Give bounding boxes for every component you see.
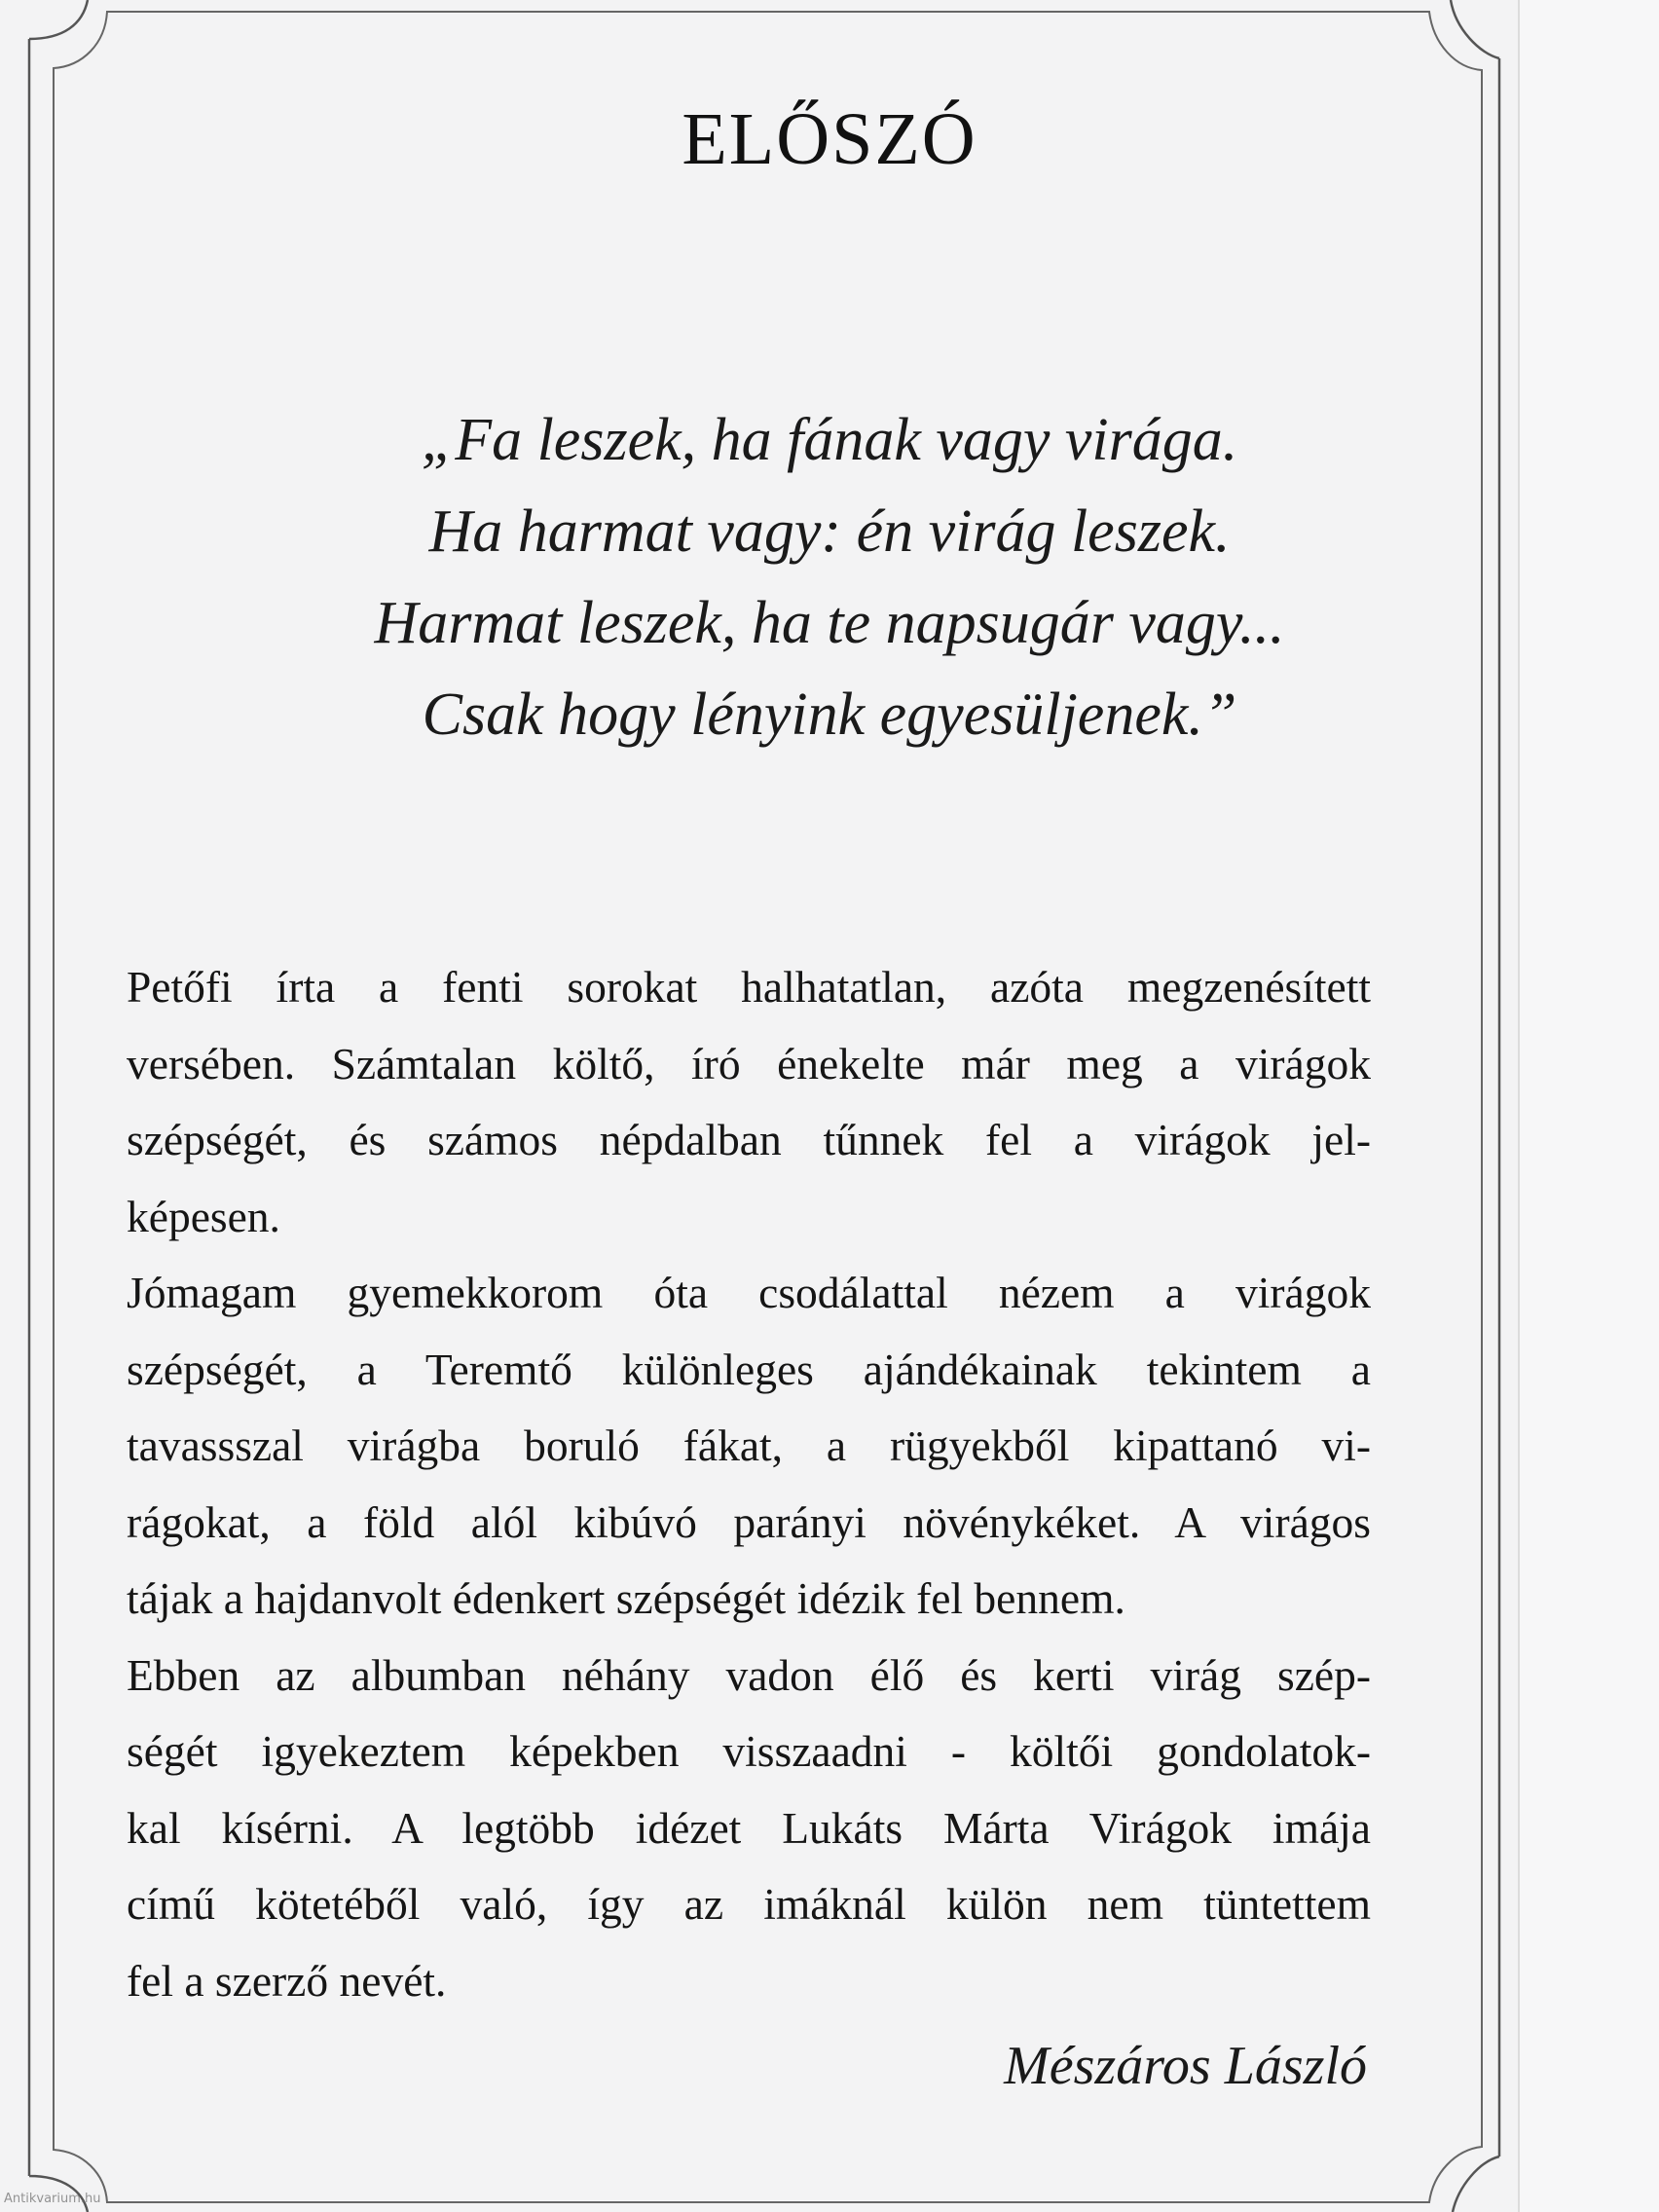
page-edge-shadow: [1519, 0, 1659, 2212]
text-line: Ebben az albumban néhány vadon élő és kerti virág szép-: [127, 1649, 1371, 1700]
quote-line: Ha harmat vagy: én virág leszek.: [428, 498, 1231, 565]
text-line: Petőfi írta a fenti sorokat halhatatlan, azóta megzenésített: [127, 962, 1371, 1012]
text-line: tavassszal virágba boruló fákat, a rügyekből kipattanó vi-: [127, 1420, 1371, 1470]
paragraph: [127, 949, 1371, 1255]
quote-line: Harmat leszek, ha te napsugár vagy...: [374, 590, 1285, 656]
text-line: Jómagam gyemekkorom óta csodálattal nézem a virágok: [127, 1268, 1371, 1317]
paragraph: [127, 1638, 1371, 2020]
text-line: szépségét, és számos népdalban tűnnek fel a virágok jel-: [127, 1115, 1371, 1164]
text-line: című kötetéből való, így az imáknál külön nem tüntettem: [127, 1879, 1371, 1929]
page-title: ELŐSZÓ: [682, 98, 977, 180]
preface-body: [127, 949, 1371, 2019]
quote-line: „Fa leszek, ha fának vagy virága.: [421, 407, 1238, 473]
text-line: versében. Számtalan költő, író énekelte már meg a virágok: [127, 1038, 1371, 1088]
quote-line: Csak hogy lényink egyesüljenek.”: [422, 682, 1237, 748]
text-line: kal kísérni. A legtöbb idézet Lukáts Márta Virágok imája: [127, 1802, 1371, 1853]
text-line: szépségét, a Teremtő különleges ajándékainak tekintem a: [127, 1344, 1371, 1394]
text-line: képesen.: [127, 1191, 280, 1241]
paragraph: [127, 1255, 1371, 1638]
text-line: rágokat, a föld alól kibúvó parányi növénykéket. A virágos: [127, 1496, 1371, 1547]
text-line: ségét igyekeztem képekben visszaadni - költői gondolatok-: [127, 1726, 1371, 1776]
text-line: fel a szerző nevét.: [127, 1955, 447, 2006]
text-line: tájak a hajdanvolt édenkert szépségét idézik fel bennem.: [127, 1573, 1125, 1623]
poem-quote: [0, 394, 1659, 760]
watermark: Antikvarium.hu: [4, 2192, 101, 2206]
author-signature: Mészáros László: [1004, 2036, 1367, 2096]
